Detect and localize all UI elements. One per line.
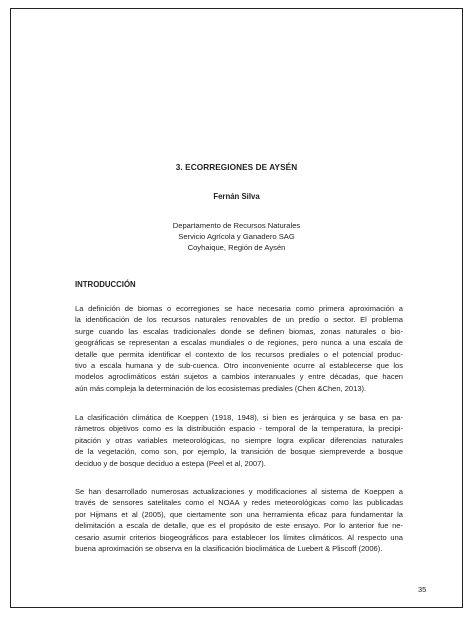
page-number: 35 xyxy=(418,585,427,594)
paragraph-line: surge cuando las escalas tradicionales donde se definen biomas, zonas naturales o bio- xyxy=(75,326,403,336)
paragraph-line: rámetros objetivos como es la distribución espacio - temporal de la temperatura, la precipi- xyxy=(75,424,403,434)
paragraph-2 xyxy=(75,412,403,469)
paragraph-line: la identificación de los recursos naturales renovables de un predio o sector. El problema xyxy=(75,315,403,325)
paragraph-line: tivo a escala humana y de sub-cuenca. Otro inconveniente ocurre al establecerse que los xyxy=(75,360,403,370)
section-heading: INTRODUCCIÓN xyxy=(75,280,136,289)
paragraph-line: geográficas se representan a escalas mundiales o de regiones, pero nunca a una escala de xyxy=(75,338,403,348)
paragraph-line: Se han desarrollado numerosas actualizaciones y modificaciones al sistema de Koeppen a xyxy=(75,487,403,496)
paragraph-1 xyxy=(75,303,403,394)
paragraph-line: través de sensores satelitales como el NOAA y redes meteorológicas como las publicadas xyxy=(75,498,403,508)
affiliation-line: Servicio Agrícola y Ganadero SAG xyxy=(178,232,295,242)
paragraph-line: La clasificación climática de Koeppen (1918, 1948), si bien es jerárquica y se basa en pa- xyxy=(75,413,403,422)
paragraph-line: modelos agroclimáticos están sujetos a cambios interanuales y entre décadas, que hacen xyxy=(75,372,403,382)
affiliation-line: Coyhaique, Región de Aysén xyxy=(187,243,286,253)
paragraph-line: La definición de biomas o ecorregiones se hace necesaria como primera aproximación a xyxy=(75,304,403,313)
paragraph-line: deciduo y de bosque deciduo a estepa (Peel et al, 2007). xyxy=(75,458,266,468)
paragraph-line: buena aproximación se observa en la clasificación bioclimática de Luebert & Pliscoff (2006). xyxy=(75,543,383,553)
paragraph-line: pitación y otras variables meteorológicas, no siempre logra explicar diferencias naturales xyxy=(75,435,403,445)
paragraph-3 xyxy=(75,486,403,554)
paragraph-line: de la vegetación, como son, por ejemplo, la transición de bosque siempreverde a bosque xyxy=(75,447,403,457)
paragraph-line: aún más compleja la determinación de los ecosistemas prediales (Chen &Chen, 2013). xyxy=(75,383,367,393)
paragraph-line: detalle que permita identificar el contexto de los recursos prediales o el potencial produc- xyxy=(75,349,403,359)
affiliation-block xyxy=(0,220,473,254)
author-name: Fernán Silva xyxy=(213,192,260,201)
affiliation-line: Departamento de Recursos Naturales xyxy=(172,221,301,230)
paragraph-line: por Hijmans et al (2005), que ciertamente son una herramienta eficaz para fundamentar la xyxy=(75,509,403,519)
paragraph-line: delimitación a escala de detalle, que es el propósito de este ensayo. Por lo anterior fue ne- xyxy=(75,521,403,531)
chapter-title: 3. ECORREGIONES DE AYSÉN xyxy=(175,163,298,172)
paragraph-line: cesario asumir criterios biogeográficos para establecer los límites climáticos. Al respecto una xyxy=(75,532,403,542)
